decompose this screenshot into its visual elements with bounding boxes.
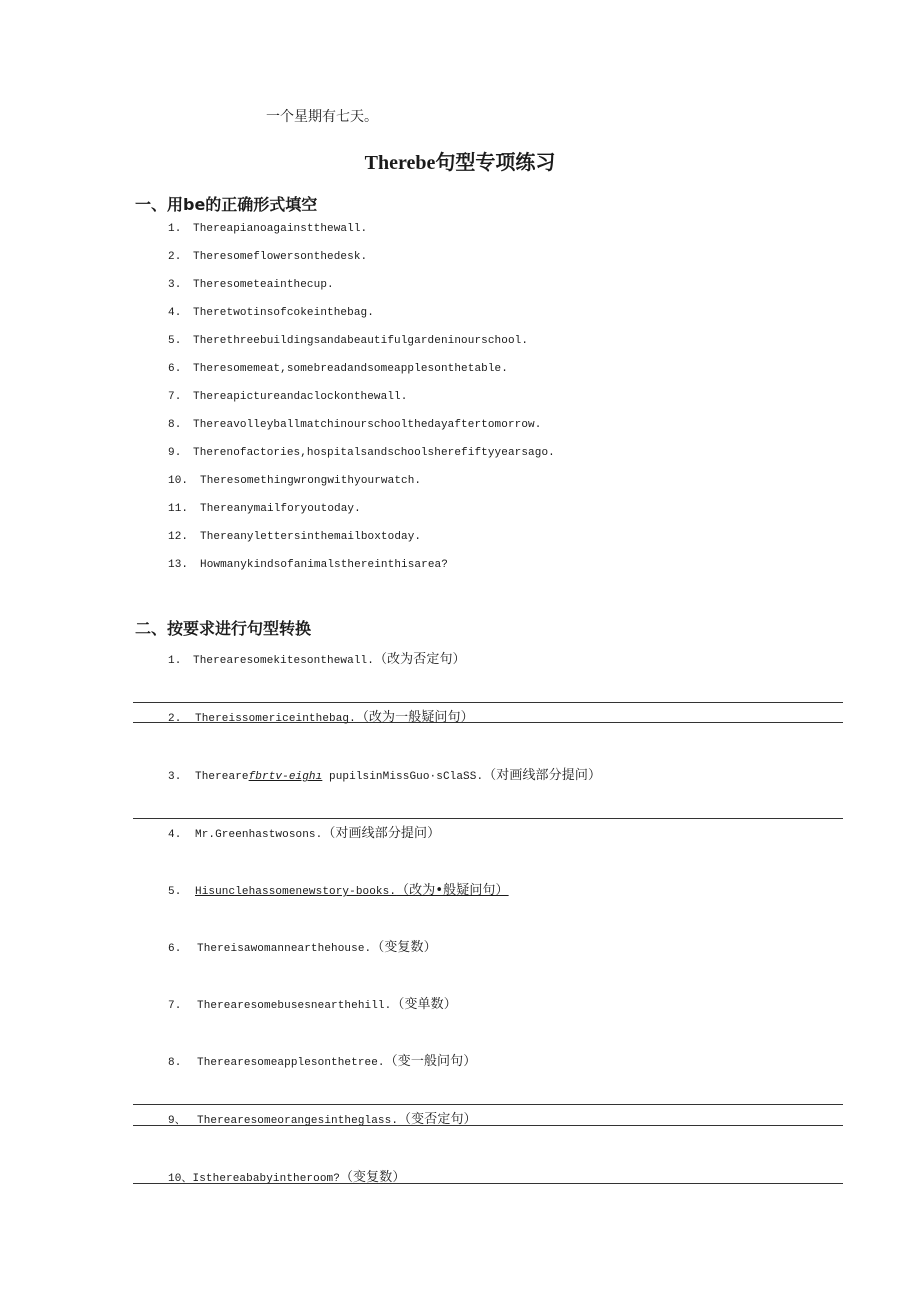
item-text: Thereapianoagainstthewall. [193, 223, 368, 235]
s2-item-1 [168, 648, 466, 667]
item-number: 4. [168, 829, 182, 841]
item-number: 2. [168, 713, 182, 725]
s2-item-6 [168, 936, 437, 955]
answer-line [133, 1104, 843, 1105]
s1-item-10 [168, 475, 421, 487]
item-number: 9. [168, 447, 182, 459]
s1-item-3 [168, 279, 334, 291]
item-instruction: （变一般问句） [384, 1054, 477, 1069]
answer-line [133, 1125, 843, 1126]
s1-item-1 [168, 223, 367, 235]
s1-item-5 [168, 335, 528, 347]
s2-item-3 [168, 764, 601, 783]
s2-item-7 [168, 993, 457, 1012]
s1-item-2 [168, 251, 367, 263]
item-number: 4. [168, 307, 182, 319]
item-number: 1. [168, 223, 182, 235]
item-text: Therearesomeorangesintheglass. [197, 1115, 399, 1127]
item-text: Thereare [195, 771, 249, 783]
s2-item-5 [168, 879, 509, 898]
item-number: 2. [168, 251, 182, 263]
item-number: 10. [168, 475, 189, 487]
item-text: Therearesomeapplesonthetree. [197, 1057, 385, 1069]
underlined-sentence [195, 883, 509, 898]
page-title: Therebe句型专项练习 [364, 152, 556, 174]
item-number: 6. [168, 363, 182, 375]
s1-item-12 [168, 531, 421, 543]
item-number: 6. [168, 943, 182, 955]
section2-heading: 二、按要求进行句型转换 [135, 619, 312, 638]
item-number: 12. [168, 531, 189, 543]
item-text: Therearesomekitesonthewall. [193, 655, 374, 667]
s1-item-4 [168, 307, 374, 319]
item-text: Thereissomericeinthebag. [195, 713, 356, 725]
item-instruction: （变单数） [391, 997, 457, 1012]
item-number: 11. [168, 503, 189, 515]
item-instruction: （变复数） [339, 1170, 406, 1185]
item-instruction: （改为•般疑问句） [396, 883, 509, 898]
item-instruction: （变复数） [371, 940, 437, 955]
section1-heading: 一、用be的正确形式填空 [135, 195, 318, 214]
item-number: 8. [168, 419, 182, 431]
s1-item-8 [168, 419, 541, 431]
item-number: 3. [168, 279, 182, 291]
item-text: Therenofactories,hospitalsandschoolsherefiftyyearsago. [193, 447, 555, 459]
item-text: Theresomeflowersonthedesk. [193, 251, 368, 263]
item-number: 7. [168, 391, 182, 403]
item-text: Therethreebuildingsandabeautifulgardeninourschool. [193, 335, 529, 347]
s1-item-7 [168, 391, 407, 403]
item-number: 5. [168, 886, 182, 898]
item-text: Thereanymailforyoutoday. [200, 503, 361, 515]
item-number: 9、 [168, 1115, 186, 1127]
item-number: 8. [168, 1057, 182, 1069]
item-instruction: （对画线部分提问） [322, 826, 441, 841]
item-text: Thereisawomannearthehouse. [197, 943, 372, 955]
item-text: Theresomemeat,somebreadandsomeapplesonthetable. [193, 363, 508, 375]
item-text: Mr.Greenhastwosons. [195, 829, 323, 841]
item-text: Hisunclehassomenewstory-books. [195, 886, 397, 898]
item-text: Thereavolleyballmatchinourschoolthedayaftertomorrow. [193, 419, 542, 431]
item-number: 10、 [168, 1173, 193, 1185]
item-number: 13. [168, 559, 189, 571]
answer-line [133, 818, 843, 819]
s1-item-6 [168, 363, 508, 375]
s2-item-8 [168, 1050, 476, 1069]
item-number: 3. [168, 771, 182, 783]
item-text: Theresomethingwrongwithyourwatch. [200, 475, 422, 487]
item-text: Thereanylettersinthemailboxtoday. [200, 531, 422, 543]
item-text: pupilsinMissGuo·sClaSS. [322, 771, 484, 783]
answer-line [133, 722, 843, 723]
answer-line [133, 702, 843, 703]
item-number: 7. [168, 1000, 182, 1012]
item-number: 5. [168, 335, 182, 347]
underlined-phrase: fbrtv-eighı [248, 771, 323, 783]
item-text: Howmanykindsofanimalsthereinthisarea? [200, 559, 448, 571]
item-instruction: （变否定句） [398, 1112, 477, 1127]
item-text: Thereapictureandaclockonthewall. [193, 391, 408, 403]
s1-item-11 [168, 503, 361, 515]
item-text: Isthereababyintheroom? [192, 1173, 340, 1185]
top-note: 一个星期有七天。 [266, 109, 378, 125]
s1-item-9 [168, 447, 555, 459]
item-instruction: （对画线部分提问） [483, 768, 602, 783]
item-number: 1. [168, 655, 182, 667]
item-text: Theresometeainthecup. [193, 279, 334, 291]
item-text: Theretwotinsofcokeinthebag. [193, 307, 374, 319]
answer-line [133, 1183, 843, 1184]
item-text: Therearesomebusesnearthehill. [197, 1000, 392, 1012]
s2-item-4 [168, 822, 440, 841]
item-instruction: （改为一般疑问句） [355, 710, 474, 725]
item-instruction: （改为否定句） [373, 652, 466, 667]
s1-item-13 [168, 559, 448, 571]
